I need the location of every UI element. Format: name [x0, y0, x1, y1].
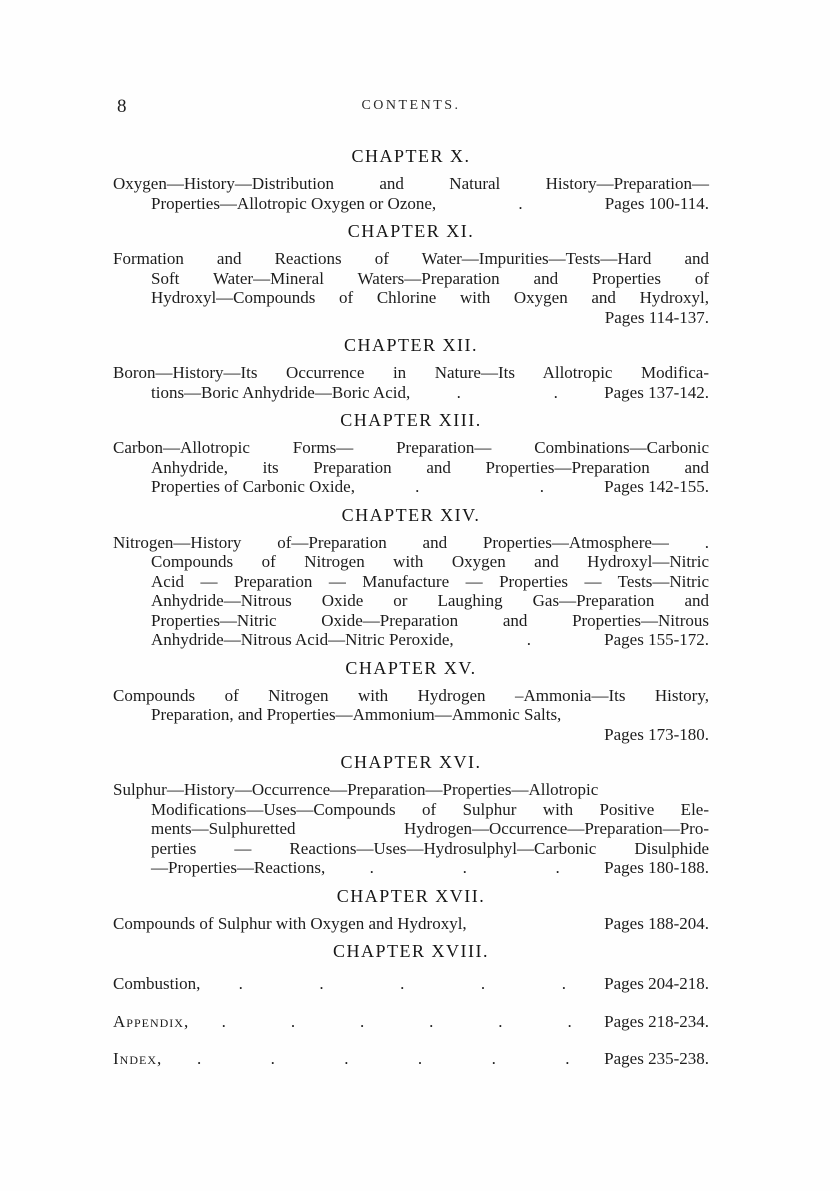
chapter-heading: CHAPTER XII. [344, 335, 478, 355]
toc-line: Boron—History—Its Occurrence in Nature—Its Allotropic Modifica- [113, 363, 709, 382]
dot-leader: . . . . . . [221, 1011, 572, 1031]
table-of-contents [113, 146, 709, 1069]
toc-line-with-pages [113, 194, 709, 214]
entry-text: Appendix, [113, 1011, 190, 1031]
toc-line: perties — Reactions—Uses—Hydrosulphyl—Carbonic Disulphide [151, 838, 709, 858]
toc-line-with-pages [113, 858, 709, 878]
chapter-heading: CHAPTER X. [351, 146, 471, 166]
dot-leader: . [518, 193, 523, 213]
toc-line: Carbon—Allotropic Forms— Preparation— Combinations—Carbonic [113, 438, 709, 457]
toc-line-with-pages [113, 1012, 709, 1032]
toc-line-with-pages [113, 1049, 709, 1069]
page-range: Pages 142-155. [604, 477, 709, 496]
entry-text: Index, [113, 1049, 163, 1068]
toc-entry [113, 1049, 709, 1069]
page-range: Pages 137-142. [604, 382, 709, 402]
page-range: Pages 155-172. [604, 630, 709, 649]
entry-text: Properties of Carbonic Oxide, [151, 477, 355, 496]
toc-entry [113, 146, 709, 213]
toc-line: ments—Sulphuretted Hydrogen—Occurrence—Preparation—Pro- [151, 819, 709, 838]
running-head [113, 96, 709, 118]
entry-text: Anhydride—Nitrous Acid—Nitric Peroxide, [151, 630, 454, 649]
toc-line: Anhydride, its Preparation and Properties—Preparation and [151, 457, 709, 477]
page-range: Pages 204-218. [604, 974, 709, 993]
page-range: Pages 180-188. [604, 858, 709, 877]
toc-entry [113, 410, 709, 497]
running-header-title: CONTENTS. [361, 98, 461, 113]
toc-line: Oxygen—History—Distribution and Natural History—Preparation— [113, 174, 709, 193]
toc-entry [113, 886, 709, 934]
page-range: Pages 235-238. [604, 1049, 709, 1068]
toc-line-with-pages [113, 383, 709, 403]
toc-line: Hydroxyl—Compounds of Chlorine with Oxygen and Hydroxyl, [151, 288, 709, 307]
page-number: 8 [117, 96, 127, 117]
chapter-heading: CHAPTER XV. [345, 657, 477, 678]
text-block [113, 96, 709, 1069]
toc-entry [113, 221, 709, 327]
page-range: Pages 173-180. [604, 724, 709, 744]
page-range: Pages 114-137. [604, 307, 709, 327]
page-range: Pages 218-234. [604, 1011, 709, 1031]
dot-leader: . . . . . [238, 974, 566, 993]
toc-entry [113, 505, 709, 650]
toc-entry [113, 1012, 709, 1032]
entry-text: —Properties—Reactions, [151, 858, 326, 877]
toc-line: Anhydride—Nitrous Oxide or Laughing Gas—Preparation and [151, 591, 709, 610]
page-range: Pages 100-114. [604, 193, 709, 213]
toc-line: Formation and Reactions of Water—Impurities—Tests—Hard and [113, 249, 709, 268]
dot-leader: . . . [369, 858, 560, 877]
toc-line-with-pages [113, 914, 709, 934]
toc-line: Compounds of Nitrogen with Hydrogen –Ammonia—Its History, [113, 685, 709, 705]
chapter-heading: CHAPTER XVI. [340, 752, 482, 772]
chapter-heading: CHAPTER XI. [347, 221, 475, 241]
dot-leader: . . [415, 477, 544, 496]
chapter-heading: CHAPTER XIV. [341, 504, 481, 525]
toc-line: Preparation, and Properties—Ammonium—Ammonic Salts, [151, 705, 562, 724]
toc-entry [113, 658, 709, 745]
entry-text: tions—Boric Anhydride—Boric Acid, [151, 382, 411, 402]
chapter-heading: CHAPTER XIII. [340, 410, 482, 430]
toc-line: Compounds of Nitrogen with Oxygen and Hydroxyl—Nitric [151, 552, 709, 571]
page-range: Pages 188-204. [604, 913, 709, 933]
toc-line: Soft Water—Mineral Waters—Preparation and Properties of [151, 268, 709, 288]
toc-entry [113, 335, 709, 402]
entry-text: Compounds of Sulphur with Oxygen and Hydroxyl, [113, 913, 467, 933]
toc-entry [113, 752, 709, 878]
chapter-heading: CHAPTER XVIII. [333, 941, 489, 961]
toc-entry [113, 941, 709, 994]
entry-text: Combustion, [113, 974, 201, 993]
chapter-heading: CHAPTER XVII. [336, 885, 486, 906]
dot-leader: . [526, 630, 532, 649]
dot-leader: . . [456, 382, 558, 402]
toc-line: Modifications—Uses—Compounds of Sulphur with Positive Ele- [151, 799, 709, 819]
toc-line-with-pages [113, 630, 709, 650]
entry-text: Properties—Allotropic Oxygen or Ozone, [151, 193, 437, 213]
toc-line: Nitrogen—History of—Preparation and Properties—Atmosphere— . [113, 532, 709, 552]
toc-line-with-pages [113, 477, 709, 497]
toc-line: Properties—Nitric Oxide—Preparation and Properties—Nitrous [151, 610, 709, 630]
toc-line-with-pages [113, 974, 709, 994]
toc-line: Sulphur—History—Occurrence—Preparation—Properties—Allotropic [113, 780, 599, 799]
dot-leader: . . . . . . [196, 1049, 570, 1068]
toc-line: Acid — Preparation — Manufacture — Properties — Tests—Nitric [151, 571, 709, 591]
